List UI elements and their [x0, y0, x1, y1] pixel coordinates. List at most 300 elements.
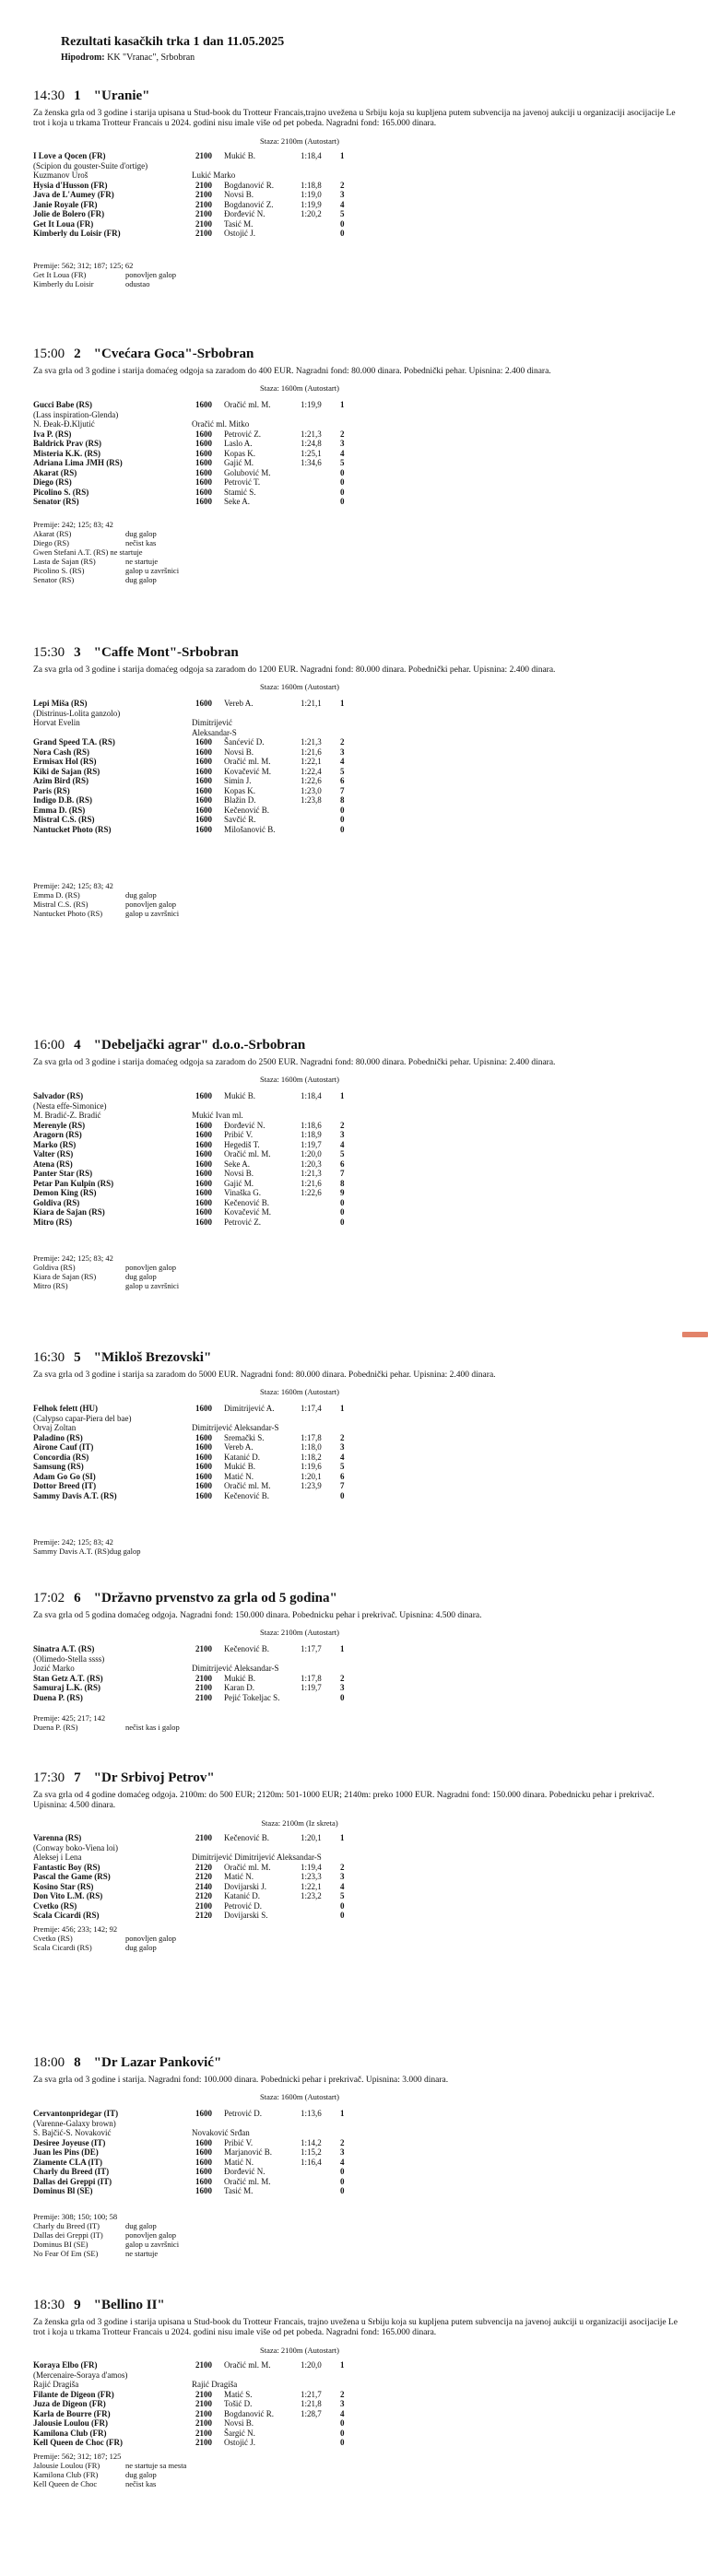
race-notes — [33, 1924, 549, 1952]
horse-name: Koraya Elbo (FR) — [33, 2360, 98, 2370]
placement: 3 — [340, 1683, 345, 1692]
driver: Dimitrijević A. — [224, 1404, 275, 1413]
placement: 1 — [340, 1091, 345, 1100]
driver: Kopas K. — [224, 785, 255, 795]
km-time: 1:22,6 — [301, 1188, 322, 1197]
horse-name: Hysia d'Husson (FR) — [33, 180, 108, 190]
note-line — [33, 557, 549, 566]
pedigree: (Olimedo-Stella ssss) — [33, 1653, 105, 1664]
result-row — [33, 2177, 549, 2187]
note-line — [33, 279, 549, 288]
track-info: Staza: 2100m (Autostart) — [260, 136, 339, 146]
note-subject: Cvetko (RS) — [33, 1934, 73, 1943]
result-row — [33, 458, 549, 468]
driver: Ostojić J. — [224, 229, 256, 238]
pedigree-row — [33, 709, 549, 719]
horse-name: Azim Bird (RS) — [33, 776, 88, 785]
placement: 8 — [340, 1178, 345, 1188]
race-number: 8 — [74, 2055, 81, 2070]
horse-name: Gucci Babe (RS) — [33, 400, 92, 409]
note-reason: galop u završnici — [125, 1281, 180, 1290]
placement: 0 — [340, 1490, 345, 1500]
placement: 7 — [340, 1481, 345, 1490]
race-notes — [33, 2212, 549, 2258]
driver: Marjanović B. — [224, 2147, 272, 2157]
note-subject: Akarat (RS) — [33, 529, 72, 538]
driver: Hegediš T. — [224, 1139, 260, 1149]
distance: 1600 — [195, 776, 212, 785]
note-line — [33, 1272, 549, 1281]
km-time: 1:22,4 — [301, 766, 322, 776]
race-number: 6 — [74, 1591, 81, 1606]
distance: 2140 — [195, 1881, 212, 1891]
km-time: 1:16,4 — [301, 2157, 322, 2167]
driver: Blažin D. — [224, 795, 256, 805]
race-name: "Uranie" — [93, 88, 150, 103]
note-line — [33, 1253, 549, 1263]
result-row — [33, 737, 549, 747]
driver: Novsi B. — [224, 2418, 254, 2428]
placement: 4 — [340, 2157, 345, 2167]
distance: 1600 — [195, 1197, 212, 1207]
note-line — [33, 538, 549, 547]
note-subject: Picolino S. (RS) — [33, 566, 85, 575]
horse-name: Kiara de Sajan (RS) — [33, 1207, 105, 1217]
race-header — [33, 347, 254, 362]
result-row — [33, 449, 549, 459]
distance: 2100 — [195, 151, 212, 160]
result-row — [33, 815, 549, 825]
horse-name: Filante de Digeon (FR) — [33, 2389, 114, 2399]
owner: Jozić Marko — [33, 1664, 75, 1673]
distance: 1600 — [195, 2167, 212, 2176]
race-header — [33, 1350, 211, 1366]
results-table — [33, 1644, 549, 1702]
km-time: 1:23,9 — [301, 1481, 322, 1490]
note-reason: dug galop — [125, 2221, 157, 2230]
placement: 2 — [340, 737, 345, 747]
note-subject: Premije: 242; 125; 83; 42 — [33, 1537, 113, 1547]
placement: 1 — [340, 1404, 345, 1413]
distance: 1600 — [195, 737, 212, 747]
result-row — [33, 2429, 549, 2439]
result-row — [33, 767, 549, 777]
distance: 1600 — [195, 1452, 212, 1462]
race-conditions-text: Za sva grla od 3 godine i starija. Nagradni fond: 100.000 dinara. Pobednicki pehar i prekrivač. Upisnina: 3.000 dinara. — [33, 2076, 449, 2085]
note-subject: Sammy Davis A.T. (RS)dug galop — [33, 1547, 141, 1556]
owner-row — [33, 1853, 549, 1863]
result-row — [33, 1404, 549, 1414]
distance: 2100 — [195, 2408, 212, 2418]
note-reason: galop u završnici — [125, 566, 180, 575]
result-row — [33, 2360, 549, 2370]
distance: 2100 — [195, 2399, 212, 2408]
note-line — [33, 881, 549, 890]
driver: Novsi B. — [224, 190, 254, 199]
horse-name: Akarat (RS) — [33, 467, 77, 477]
km-time: 1:21,3 — [301, 429, 322, 439]
driver: Laslo A. — [224, 439, 253, 448]
note-line — [33, 2230, 549, 2240]
distance: 1600 — [195, 429, 212, 439]
placement: 5 — [340, 1462, 345, 1471]
placement: 5 — [340, 458, 345, 467]
distance: 2100 — [195, 1692, 212, 1702]
result-row — [33, 786, 549, 796]
note-line — [33, 2452, 549, 2461]
result-row — [33, 1140, 549, 1150]
results-table — [33, 400, 549, 507]
race-number: 9 — [74, 2298, 81, 2312]
driver: Seke A. — [224, 1159, 250, 1169]
track-info: Staza: 1600m (Autostart) — [260, 682, 339, 691]
note-line — [33, 1723, 549, 1732]
note-line — [33, 1924, 549, 1934]
result-row — [33, 219, 549, 229]
distance: 1600 — [195, 1169, 212, 1178]
placement: 2 — [340, 2389, 345, 2399]
owner: Kuzmanov Uroš — [33, 171, 88, 180]
placement: 5 — [340, 209, 345, 218]
placement: 3 — [340, 747, 345, 757]
driver: Savčić R. — [224, 815, 256, 824]
placement: 1 — [340, 2109, 345, 2118]
driver: Kečenović B. — [224, 1490, 269, 1500]
note-subject: Kiara de Sajan (RS) — [33, 1272, 97, 1281]
placement: 0 — [340, 824, 345, 834]
km-time: 1:24,8 — [301, 439, 322, 448]
distance: 2100 — [195, 2428, 212, 2438]
driver: Mukić B. — [224, 1673, 256, 1683]
driver: Tošić D. — [224, 2399, 253, 2408]
placement: 0 — [340, 1217, 345, 1227]
race-name: "Dr Srbivoj Petrov" — [93, 1770, 215, 1785]
note-subject: Scala Cicardi (RS) — [33, 1943, 92, 1952]
km-time: 1:21,3 — [301, 737, 322, 747]
owner-row — [33, 728, 549, 738]
horse-name: Mitro (RS) — [33, 1217, 73, 1227]
placement: 3 — [340, 190, 345, 199]
distance: 2100 — [195, 2418, 212, 2428]
placement: 0 — [340, 218, 345, 229]
km-time: 1:15,2 — [301, 2147, 322, 2157]
km-time: 1:18,9 — [301, 1130, 322, 1139]
driver: Oračić ml. M. — [224, 1149, 271, 1159]
km-time: 1:19,9 — [301, 199, 322, 209]
race-section — [0, 1038, 708, 1346]
note-subject: Premije: 562; 312; 187; 125; 62 — [33, 261, 134, 270]
note-line — [33, 890, 549, 900]
horse-name: Scala Cicardi (RS) — [33, 1911, 100, 1920]
driver: Petrović D. — [224, 1900, 262, 1911]
note-line — [33, 1537, 549, 1547]
track-info: Staza: 1600m (Autostart) — [260, 1387, 339, 1396]
km-time: 1:34,6 — [301, 458, 322, 467]
note-subject: Goldiva (RS) — [33, 1263, 76, 1272]
driver: Katanić D. — [224, 1452, 260, 1462]
driver: Mukić B. — [224, 1462, 256, 1471]
race-conditions-text: Za sva grla od 3 godine i starija domaćeg odgoja sa zaradom do 2500 EUR. Nagradni fond: 80.000 dinara. Pobednički pehar. Upisnina: 2.400 dinara. — [33, 1058, 556, 1067]
driver: Bogdanović R. — [224, 180, 274, 190]
result-row — [33, 1188, 549, 1198]
owner-row — [33, 2380, 549, 2390]
result-row — [33, 2109, 549, 2119]
placement: 7 — [340, 785, 345, 795]
note-subject: Jalousie Loulou (FR) — [33, 2461, 100, 2470]
note-line — [33, 2461, 549, 2470]
result-row — [33, 190, 549, 200]
distance: 1600 — [195, 497, 212, 506]
note-subject: Premije: 242; 125; 83; 42 — [33, 1253, 113, 1263]
distance: 1600 — [195, 458, 212, 467]
owner: Rajić Dragiša — [33, 2380, 79, 2389]
driver: Šanćević D. — [224, 737, 265, 747]
placement: 0 — [340, 467, 345, 477]
placement: 1 — [340, 699, 345, 708]
horse-name: Ermisax Hol (RS) — [33, 757, 97, 766]
horse-name: Jalousie Loulou (FR) — [33, 2418, 109, 2428]
placement: 0 — [340, 1197, 345, 1207]
note-subject: Mitro (RS) — [33, 1281, 68, 1290]
note-subject: Premije: 425; 217; 142 — [33, 1713, 106, 1723]
owner-row — [33, 1423, 549, 1433]
placement: 8 — [340, 795, 345, 805]
trainer: Dimitrijević Aleksandar-S — [192, 1664, 279, 1673]
km-time: 1:17,7 — [301, 1644, 322, 1653]
result-row — [33, 1130, 549, 1140]
distance: 2100 — [195, 229, 212, 238]
race-conditions-text: Za ženska grla od 3 godine i starija upisana u Stud-book du Trotteur Francais,trajno uvežena u Srbiju koja su kupljena putem subvencija na javenoj aukciji u organizaciji asocijacije Le trot i koja u trkama Trotteur Francais u 2024. godini nisu imale više od pet pobeda. Nagradni fond: 165.000 dinara. — [33, 109, 676, 128]
results-table — [33, 2360, 549, 2448]
owner: N. Đeak-Đ.Kljutić — [33, 419, 95, 429]
placement: 4 — [340, 2408, 345, 2418]
note-reason: dug galop — [125, 1272, 157, 1281]
placement: 2 — [340, 1432, 345, 1442]
result-row — [33, 429, 549, 440]
km-time: 1:19,7 — [301, 1683, 322, 1692]
note-subject: Kamilona Club (FR) — [33, 2470, 99, 2479]
race-notes — [33, 1537, 549, 1556]
pedigree-row — [33, 1654, 549, 1664]
note-line — [33, 1934, 549, 1943]
driver: Matić N. — [224, 1872, 254, 1881]
placement: 3 — [340, 1872, 345, 1881]
driver: Kopas K. — [224, 448, 255, 458]
placement: 0 — [340, 2167, 345, 2176]
race-conditions-text: Za sva grla od 3 godine i starija domaćeg odgoja sa zaradom do 1200 EUR. Nagradni fond: 80.000 dinara. Pobednički pehar. Upisnina: 2.400 dinara. — [33, 665, 556, 675]
placement: 2 — [340, 1120, 345, 1130]
result-row — [33, 151, 549, 161]
driver: Gajić M. — [224, 1178, 254, 1188]
race-number: 3 — [74, 645, 81, 660]
note-subject: Premije: 242; 125; 83; 42 — [33, 881, 113, 890]
km-time: 1:21,8 — [301, 2399, 322, 2408]
km-time: 1:19,7 — [301, 1139, 322, 1149]
distance: 1600 — [195, 1490, 212, 1500]
note-reason: ponovljen galop — [125, 270, 177, 279]
driver: Ostojić J. — [224, 2438, 256, 2447]
result-row — [33, 1491, 549, 1501]
distance: 2100 — [195, 180, 212, 190]
distance: 1600 — [195, 1481, 212, 1490]
distance: 1600 — [195, 1120, 212, 1130]
driver: Vinaška G. — [224, 1188, 261, 1197]
km-time: 1:17,8 — [301, 1673, 322, 1683]
distance: 1600 — [195, 2147, 212, 2157]
distance: 1600 — [195, 487, 212, 497]
note-subject: Kimberly du Loisir — [33, 279, 94, 288]
placement: 4 — [340, 1881, 345, 1891]
km-time: 1:22,1 — [301, 1881, 322, 1891]
horse-name: Juan les Pins (DE) — [33, 2147, 99, 2157]
km-time: 1:17,4 — [301, 1404, 322, 1413]
result-row — [33, 1882, 549, 1892]
driver: Dovijarski J. — [224, 1881, 266, 1891]
result-row — [33, 1442, 549, 1453]
horse-name: Adam Go Go (SI) — [33, 1471, 96, 1481]
driver: Šargić N. — [224, 2428, 255, 2438]
horse-name: Kiki de Sajan (RS) — [33, 766, 100, 776]
result-row — [33, 2399, 549, 2409]
race-time: 15:30 — [33, 645, 65, 660]
distance: 1600 — [195, 2109, 212, 2118]
km-time: 1:23,2 — [301, 1891, 322, 1900]
distance: 2100 — [195, 2438, 212, 2447]
distance: 2120 — [195, 1891, 212, 1900]
placement: 2 — [340, 180, 345, 190]
driver: Tasić M. — [224, 218, 254, 229]
race-section — [0, 2055, 708, 2304]
km-time: 1:28,7 — [301, 2408, 322, 2418]
pedigree: (Scipion du gouster-Suite d'ortige) — [33, 160, 148, 171]
horse-name: Get It Loua (FR) — [33, 218, 94, 229]
note-line — [33, 575, 549, 584]
km-time: 1:19,4 — [301, 1862, 322, 1872]
horse-name: Concordia (RS) — [33, 1452, 89, 1462]
race-header — [33, 645, 239, 661]
placement: 5 — [340, 1891, 345, 1900]
result-row — [33, 468, 549, 478]
result-row — [33, 439, 549, 449]
result-row — [33, 200, 549, 210]
driver: Karan D. — [224, 1683, 254, 1692]
distance: 1600 — [195, 439, 212, 448]
distance: 1600 — [195, 1471, 212, 1481]
side-scroll-marker[interactable] — [682, 1332, 708, 1337]
distance: 1600 — [195, 1188, 212, 1197]
result-row — [33, 400, 549, 410]
result-row — [33, 1683, 549, 1693]
horse-name: Baldrick Prav (RS) — [33, 439, 101, 448]
driver: Petrović Z. — [224, 1217, 261, 1227]
placement: 2 — [340, 1673, 345, 1683]
result-row — [33, 1872, 549, 1882]
note-reason: dug galop — [125, 529, 157, 538]
note-line — [33, 1263, 549, 1272]
horse-name: Kimberly du Loisir (FR) — [33, 229, 121, 238]
result-row — [33, 1091, 549, 1101]
distance: 1600 — [195, 1207, 212, 1217]
owner-row — [33, 1664, 549, 1674]
horse-name: Sammy Davis A.T. (RS) — [33, 1490, 117, 1500]
race-section — [0, 347, 708, 612]
race-name: "Debeljački agrar" d.o.o.-Srbobran — [93, 1038, 306, 1053]
race-time: 14:30 — [33, 88, 65, 103]
distance: 1600 — [195, 757, 212, 766]
pedigree: (Distrinus-Lolita ganzolo) — [33, 708, 121, 718]
placement: 6 — [340, 1471, 345, 1481]
race-section — [0, 1350, 708, 1629]
result-row — [33, 1207, 549, 1217]
horse-name: Merenyle (RS) — [33, 1120, 86, 1130]
race-name: "Bellino II" — [93, 2298, 165, 2312]
result-row — [33, 1863, 549, 1873]
results-table — [33, 2109, 549, 2196]
horse-name: Charly du Breed (IT) — [33, 2167, 110, 2176]
distance: 1600 — [195, 1130, 212, 1139]
distance: 1600 — [195, 1217, 212, 1227]
note-line — [33, 1281, 549, 1290]
race-section — [0, 2298, 708, 2544]
distance: 1600 — [195, 766, 212, 776]
pedigree-row — [33, 1101, 549, 1112]
race-time: 15:00 — [33, 347, 65, 361]
driver: Oračić ml. M. — [224, 2360, 271, 2370]
owner-row — [33, 419, 549, 429]
horse-name: Emma D. (RS) — [33, 805, 86, 815]
horse-name: Misteria K.K. (RS) — [33, 448, 100, 458]
trainer: Novaković Srđan — [192, 2128, 250, 2137]
placement: 3 — [340, 2399, 345, 2408]
result-row — [33, 757, 549, 767]
distance: 2100 — [195, 1900, 212, 1911]
driver: Sremački S. — [224, 1432, 265, 1442]
owner: Horvat Evelin — [33, 718, 80, 727]
horse-name: Salvador (RS) — [33, 1091, 84, 1100]
horse-name: Kell Queen de Choc (FR) — [33, 2438, 123, 2447]
distance: 1600 — [195, 815, 212, 824]
result-row — [33, 2390, 549, 2400]
driver: Oračić ml. M. — [224, 400, 271, 409]
trainer: Dimitrijević — [192, 718, 232, 727]
km-time: 1:18,2 — [301, 1452, 322, 1462]
distance: 1600 — [195, 448, 212, 458]
result-row — [33, 1179, 549, 1189]
km-time: 1:21,7 — [301, 2389, 322, 2399]
placement: 0 — [340, 497, 345, 506]
note-reason: nečist kas — [125, 2479, 157, 2488]
pedigree: (Nesta effe-Simonice) — [33, 1100, 107, 1111]
driver: Petrović D. — [224, 2109, 262, 2118]
race-conditions-text: Za sva grla od 3 godine i starija sa zaradom do 5000 EUR. Nagradni fond: 80.000 dinara. Pobednički pehar. Upisnina: 2.400 dinara. — [33, 1370, 496, 1380]
result-row — [33, 1198, 549, 1208]
result-row — [33, 2167, 549, 2177]
driver: Petrović Z. — [224, 429, 261, 439]
horse-name: Samsung (RS) — [33, 1462, 84, 1471]
driver: Oračić ml. M. — [224, 1481, 271, 1490]
placement: 0 — [340, 229, 345, 238]
note-subject: Nantucket Photo (RS) — [33, 909, 103, 918]
km-time: 1:21,6 — [301, 747, 322, 757]
race-notes — [33, 1253, 549, 1290]
placement: 0 — [340, 1207, 345, 1217]
placement: 0 — [340, 1692, 345, 1702]
venue-line — [61, 53, 195, 64]
horse-name: Ziamente CLA (IT) — [33, 2157, 102, 2167]
pedigree-row — [33, 2370, 549, 2381]
placement: 3 — [340, 1442, 345, 1452]
placement: 6 — [340, 1159, 345, 1169]
